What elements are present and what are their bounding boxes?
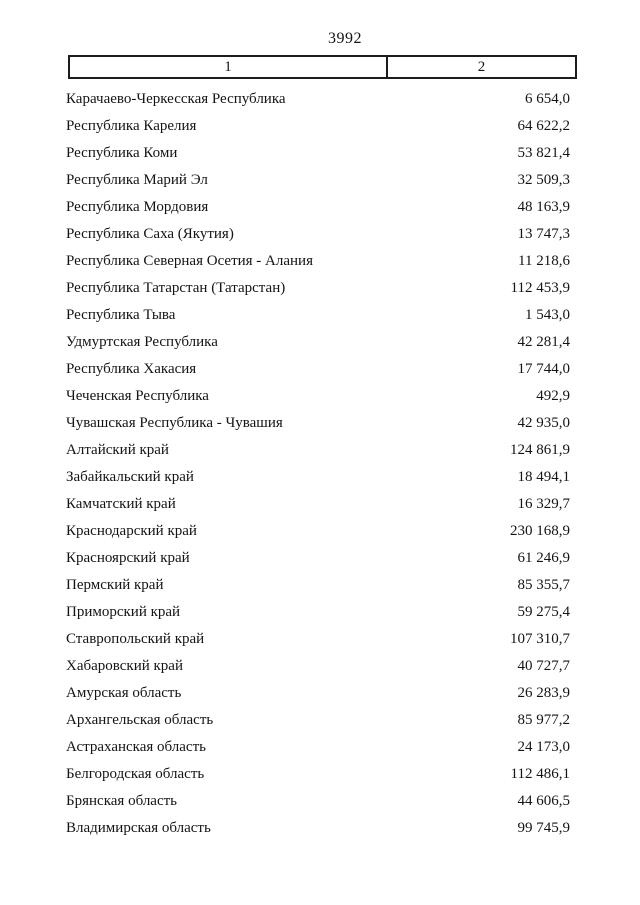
region-value: 492,9 xyxy=(536,388,570,404)
region-name: Приморский край xyxy=(66,604,181,620)
region-value: 59 275,4 xyxy=(517,604,570,620)
column-header-1: 1 xyxy=(70,57,388,77)
table-row xyxy=(66,572,570,599)
table-row xyxy=(66,113,570,140)
table-row xyxy=(66,410,570,437)
region-value: 48 163,9 xyxy=(517,199,570,215)
region-value: 107 310,7 xyxy=(510,631,570,647)
region-name: Красноярский край xyxy=(66,550,190,566)
page-number: 3992 xyxy=(328,30,362,47)
table-row xyxy=(66,680,570,707)
table-row xyxy=(66,221,570,248)
region-value: 53 821,4 xyxy=(517,145,570,161)
region-name: Хабаровский край xyxy=(66,658,183,674)
table-row xyxy=(66,329,570,356)
table-row xyxy=(66,356,570,383)
region-value: 112 453,9 xyxy=(510,280,570,296)
table-row xyxy=(66,464,570,491)
region-value: 17 744,0 xyxy=(517,361,570,377)
region-name: Республика Марий Эл xyxy=(66,172,208,188)
region-name: Забайкальский край xyxy=(66,469,194,485)
region-value: 18 494,1 xyxy=(517,469,570,485)
table-row xyxy=(66,248,570,275)
region-value: 99 745,9 xyxy=(517,820,570,836)
region-name: Краснодарский край xyxy=(66,523,197,539)
table-row xyxy=(66,545,570,572)
table-row xyxy=(66,437,570,464)
region-value: 61 246,9 xyxy=(517,550,570,566)
region-value: 64 622,2 xyxy=(517,118,570,134)
table-row xyxy=(66,518,570,545)
table-row xyxy=(66,734,570,761)
region-name: Белгородская область xyxy=(66,766,205,782)
table-row xyxy=(66,275,570,302)
region-name: Республика Тыва xyxy=(66,307,176,323)
region-name: Астраханская область xyxy=(66,739,206,755)
region-value: 26 283,9 xyxy=(517,685,570,701)
region-name: Амурская область xyxy=(66,685,182,701)
table-row xyxy=(66,653,570,680)
region-value: 24 173,0 xyxy=(517,739,570,755)
table-row xyxy=(66,491,570,518)
region-value: 44 606,5 xyxy=(517,793,570,809)
table-row xyxy=(66,194,570,221)
region-name: Камчатский край xyxy=(66,496,176,512)
region-name: Республика Коми xyxy=(66,145,178,161)
table-row xyxy=(66,815,570,842)
table-row xyxy=(66,383,570,410)
region-value: 85 977,2 xyxy=(517,712,570,728)
column-header-2: 2 xyxy=(477,58,486,75)
table-header-row xyxy=(68,55,577,79)
table-row xyxy=(66,707,570,734)
region-value: 11 218,6 xyxy=(518,253,570,269)
region-name: Республика Хакасия xyxy=(66,361,197,377)
table-row xyxy=(66,302,570,329)
region-value: 1 543,0 xyxy=(525,307,570,323)
region-value: 6 654,0 xyxy=(525,91,570,107)
table-row xyxy=(66,86,570,113)
table-body xyxy=(66,79,570,842)
table-row xyxy=(66,599,570,626)
region-name: Чеченская Республика xyxy=(66,388,209,404)
region-value: 85 355,7 xyxy=(517,577,570,593)
region-value: 13 747,3 xyxy=(517,226,570,242)
region-name: Республика Северная Осетия - Алания xyxy=(66,253,313,269)
region-value: 42 935,0 xyxy=(517,415,570,431)
region-name: Чувашская Республика - Чувашия xyxy=(66,415,283,431)
region-name: Республика Мордовия xyxy=(66,199,209,215)
region-name: Республика Карелия xyxy=(66,118,197,134)
region-value: 16 329,7 xyxy=(517,496,570,512)
table-row xyxy=(66,167,570,194)
region-name: Республика Саха (Якутия) xyxy=(66,226,234,242)
region-value: 40 727,7 xyxy=(517,658,570,674)
region-name: Владимирская область xyxy=(66,820,211,836)
region-name: Брянская область xyxy=(66,793,178,809)
region-value: 42 281,4 xyxy=(517,334,570,350)
table-row xyxy=(66,626,570,653)
region-name: Алтайский край xyxy=(66,442,169,458)
region-value: 32 509,3 xyxy=(517,172,570,188)
region-value: 124 861,9 xyxy=(510,442,570,458)
region-name: Архангельская область xyxy=(66,712,214,728)
table-row xyxy=(66,761,570,788)
region-name: Республика Татарстан (Татарстан) xyxy=(66,280,286,296)
region-value: 112 486,1 xyxy=(510,766,570,782)
region-name: Удмуртская Республика xyxy=(66,334,218,350)
table-row xyxy=(66,788,570,815)
region-name: Ставропольский край xyxy=(66,631,205,647)
region-name: Карачаево-Черкесская Республика xyxy=(66,91,286,107)
region-name: Пермский край xyxy=(66,577,164,593)
table-row xyxy=(66,140,570,167)
region-value: 230 168,9 xyxy=(510,523,570,539)
